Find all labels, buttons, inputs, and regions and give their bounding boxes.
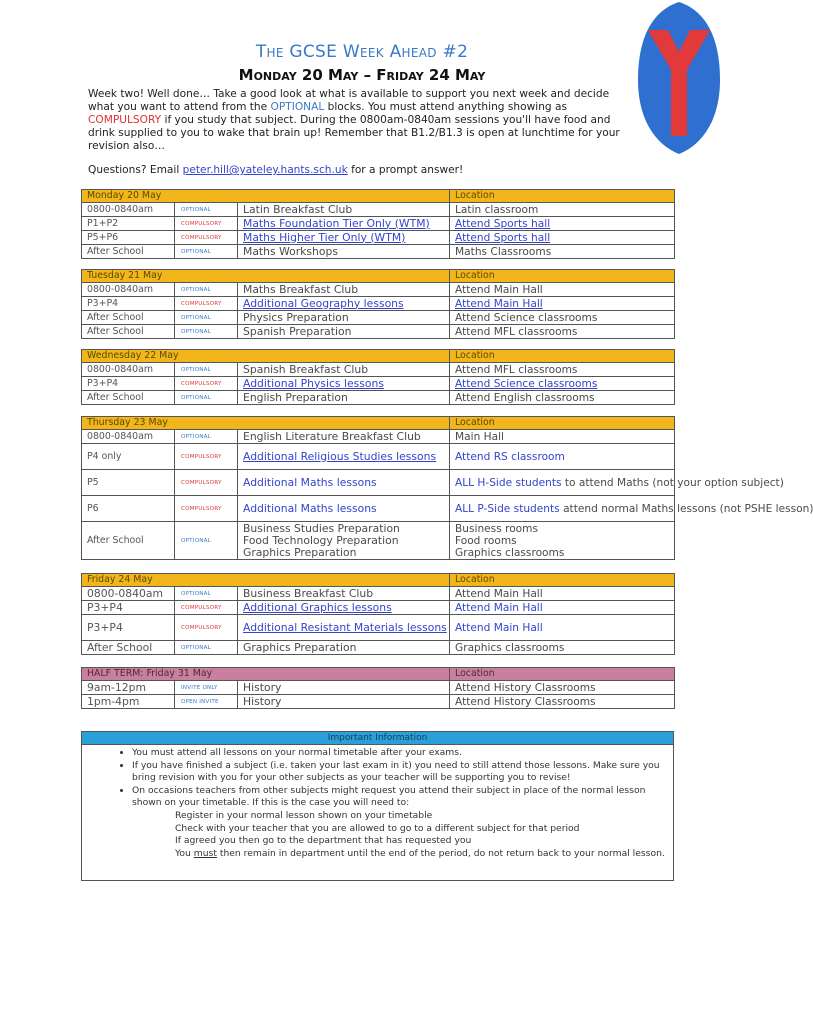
halfterm-table (81, 667, 675, 709)
important-information-box (81, 731, 674, 881)
session-subject: Additional Resistant Materials lessons (238, 615, 450, 641)
table-row (82, 325, 675, 339)
table-row (82, 430, 675, 444)
optional-badge: OPTIONAL (175, 522, 238, 560)
session-time: After School (82, 325, 175, 339)
session-location (450, 470, 784, 496)
session-subject: History (238, 681, 450, 695)
step-text: You (175, 847, 194, 859)
session-location: Attend Main Hall (450, 587, 675, 601)
session-time: After School (82, 641, 175, 655)
session-location: Main Hall (450, 430, 675, 444)
location-line: Food rooms (455, 534, 517, 547)
table-row (82, 615, 675, 641)
session-time: 0800-0840am (82, 587, 175, 601)
friday-table (81, 573, 675, 655)
location-heading: Location (450, 350, 675, 363)
session-time: P4 only (82, 444, 175, 470)
location-heading: Location (450, 417, 675, 430)
session-time: After School (82, 391, 175, 405)
day-heading: Thursday 23 May (82, 417, 450, 430)
session-subject: Graphics Preparation (238, 641, 450, 655)
session-location (450, 522, 675, 560)
table-row (82, 297, 675, 311)
session-subject: Additional Maths lessons (238, 496, 450, 522)
compulsory-badge: COMPULSORY (175, 297, 238, 311)
session-time: 0800-0840am (82, 283, 175, 297)
optional-badge: OPTIONAL (175, 325, 238, 339)
optional-badge: OPTIONAL (175, 587, 238, 601)
monday-table (81, 189, 675, 259)
table-row (82, 391, 675, 405)
session-location: Attend Science classrooms (450, 377, 675, 391)
day-heading: Monday 20 May (82, 190, 450, 203)
location-line: Graphics classrooms (455, 546, 565, 559)
info-step: Check with your teacher that you are allowed to go to a different subject for that period (175, 822, 580, 834)
session-subject (238, 522, 450, 560)
session-subject: Latin Breakfast Club (238, 203, 450, 217)
session-subject: Spanish Preparation (238, 325, 450, 339)
compulsory-badge: COMPULSORY (175, 231, 238, 245)
session-time: After School (82, 245, 175, 259)
session-subject: Additional Geography lessons (238, 297, 450, 311)
session-location: Attend RS classroom (450, 444, 675, 470)
info-step (82, 848, 673, 861)
table-row (82, 217, 675, 231)
session-time: 0800-0840am (82, 430, 175, 444)
location-heading: Location (450, 190, 675, 203)
session-location: Attend Main Hall (450, 297, 675, 311)
table-row (82, 587, 675, 601)
day-heading: Wednesday 22 May (82, 350, 450, 363)
step-emphasis: must (193, 847, 217, 859)
session-time: 9am-12pm (82, 681, 175, 695)
optional-badge: OPTIONAL (175, 391, 238, 405)
day-heading: Friday 24 May (82, 574, 450, 587)
open-invite-badge: OPEN INVITE (175, 695, 238, 709)
questions-suffix: for a prompt answer! (347, 164, 464, 176)
session-time: P1+P2 (82, 217, 175, 231)
subject-line: Food Technology Preparation (243, 533, 399, 547)
session-subject: Maths Foundation Tier Only (WTM) (238, 217, 450, 231)
table-row (82, 311, 675, 325)
contact-email-link[interactable]: peter.hill@yateley.hants.sch.uk (182, 164, 348, 176)
table-row (82, 363, 675, 377)
compulsory-badge: COMPULSORY (175, 377, 238, 391)
intro-paragraph (88, 88, 636, 153)
location-highlight: ALL P-Side students (455, 502, 560, 515)
info-step: Register in your normal lesson shown on your timetable (175, 809, 433, 821)
compulsory-badge: COMPULSORY (175, 615, 238, 641)
compulsory-badge: COMPULSORY (175, 217, 238, 231)
table-row (82, 522, 675, 560)
session-location: Attend MFL classrooms (450, 325, 675, 339)
optional-badge: OPTIONAL (175, 430, 238, 444)
compulsory-keyword: COMPULSORY (88, 113, 162, 126)
session-subject: Maths Workshops (238, 245, 450, 259)
optional-keyword: OPTIONAL (270, 100, 325, 113)
subject-line: Business Studies Preparation (243, 521, 400, 535)
session-subject: Physics Preparation (238, 311, 450, 325)
session-location: Graphics classrooms (450, 641, 675, 655)
table-row (82, 470, 675, 496)
session-location (450, 496, 813, 522)
table-row (82, 496, 675, 522)
session-location: Attend Science classrooms (450, 311, 675, 325)
session-time: 0800-0840am (82, 203, 175, 217)
session-subject: History (238, 695, 450, 709)
optional-badge: OPTIONAL (175, 363, 238, 377)
session-time: P6 (82, 496, 175, 522)
session-location: Attend Sports hall (450, 217, 675, 231)
table-row (82, 245, 675, 259)
session-location: Attend Main Hall (450, 283, 675, 297)
day-heading: HALF TERM: Friday 31 May (82, 668, 450, 681)
compulsory-badge: COMPULSORY (175, 470, 238, 496)
session-time: After School (82, 311, 175, 325)
session-time: P5 (82, 470, 175, 496)
optional-badge: OPTIONAL (175, 641, 238, 655)
table-row (82, 641, 675, 655)
session-time: 1pm-4pm (82, 695, 175, 709)
info-bullet: • On occasions teachers from other subjects might request you attend their subject in place of the normal lesson shown on your timetable. If this is the case you will need to: (132, 785, 673, 810)
optional-badge: OPTIONAL (175, 283, 238, 297)
location-line: Business rooms (455, 522, 539, 535)
location-heading: Location (450, 574, 675, 587)
session-subject: English Literature Breakfast Club (238, 430, 450, 444)
questions-line (88, 164, 636, 176)
session-location: Attend History Classrooms (450, 695, 675, 709)
session-subject: Additional Religious Studies lessons (238, 444, 450, 470)
intro-text-2: blocks. You must attend anything showing as (324, 100, 568, 113)
tuesday-table (81, 269, 675, 339)
session-subject: Additional Physics lessons (238, 377, 450, 391)
session-subject: Business Breakfast Club (238, 587, 450, 601)
location-highlight: ALL H-Side students (455, 476, 562, 489)
page-title: The GCSE Week Ahead #2 (255, 42, 469, 62)
info-bullet: • If you have finished a subject (i.e. taken your last exam in it) you need to still attend those lessons. Make sure you bring revision with you for your other subjects as your teacher will be supporting you to revise! (132, 760, 673, 785)
session-time: After School (82, 522, 175, 560)
session-location: Attend History Classrooms (450, 681, 675, 695)
session-subject: Additional Maths lessons (238, 470, 450, 496)
compulsory-badge: COMPULSORY (175, 444, 238, 470)
table-row (82, 444, 675, 470)
session-time: P5+P6 (82, 231, 175, 245)
optional-badge: OPTIONAL (175, 245, 238, 259)
session-subject: Maths Higher Tier Only (WTM) (238, 231, 450, 245)
info-heading: Important Information (82, 732, 673, 745)
info-bullet: • You must attend all lessons on your normal timetable after your exams. (132, 747, 673, 760)
table-row (82, 377, 675, 391)
session-location: Attend MFL classrooms (450, 363, 675, 377)
wednesday-table (81, 349, 675, 405)
session-time: 0800-0840am (82, 363, 175, 377)
session-time: P3+P4 (82, 297, 175, 311)
thursday-table (81, 416, 813, 560)
session-location: Attend Main Hall (450, 601, 675, 615)
optional-badge: OPTIONAL (175, 203, 238, 217)
page-subtitle: Monday 20 May – Friday 24 May (238, 66, 486, 84)
subject-line: Graphics Preparation (243, 545, 357, 559)
info-list (82, 747, 673, 810)
day-heading: Tuesday 21 May (82, 270, 450, 283)
location-heading: Location (450, 668, 675, 681)
invite-only-badge: INVITE ONLY (175, 681, 238, 695)
optional-badge: OPTIONAL (175, 311, 238, 325)
compulsory-badge: COMPULSORY (175, 601, 238, 615)
session-location: Attend English classrooms (450, 391, 675, 405)
intro-text-1: Week two! Well done… Take a good look at what is available to support you next week and decide what you want to attend from the (88, 88, 610, 113)
step-text: then remain in department until the end of the period, do not return back to your normal lesson. (216, 847, 665, 859)
session-subject: Maths Breakfast Club (238, 283, 450, 297)
table-row (82, 203, 675, 217)
location-rest: attend normal Maths lessons (not PSHE lesson) (559, 502, 813, 515)
session-time: P3+P4 (82, 377, 175, 391)
session-time: P3+P4 (82, 601, 175, 615)
session-location: Maths Classrooms (450, 245, 675, 259)
table-row (82, 695, 675, 709)
session-location: Attend Main Hall (450, 615, 675, 641)
session-subject: English Preparation (238, 391, 450, 405)
session-time: P3+P4 (82, 615, 175, 641)
table-row (82, 283, 675, 297)
questions-prefix: Questions? Email (88, 164, 183, 176)
location-heading: Location (450, 270, 675, 283)
table-row (82, 231, 675, 245)
intro-text-3: if you study that subject. During the 0800am-0840am sessions you'll have food and drink supplied to you to wake that brain up! Remember that B1.2/B1.3 is open at lunchtime for your revision also… (88, 113, 620, 152)
info-step: If agreed you then go to the department that has requested you (175, 835, 472, 847)
table-row (82, 681, 675, 695)
table-row (82, 601, 675, 615)
compulsory-badge: COMPULSORY (175, 496, 238, 522)
session-subject: Spanish Breakfast Club (238, 363, 450, 377)
session-subject: Additional Graphics lessons (238, 601, 450, 615)
session-location: Attend Sports hall (450, 231, 675, 245)
location-rest: to attend Maths (not your option subject) (561, 476, 784, 489)
session-location: Latin classroom (450, 203, 675, 217)
